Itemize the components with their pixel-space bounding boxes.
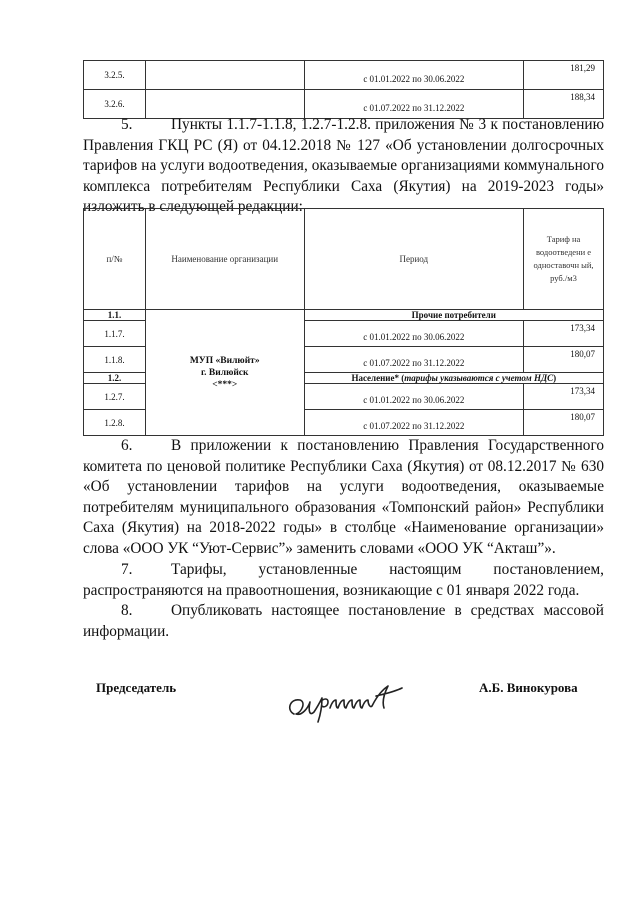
paragraph-number: 6. bbox=[121, 437, 133, 454]
row-number: 3.2.6. bbox=[84, 90, 146, 119]
tariff-table bbox=[83, 208, 604, 436]
paragraph-text: Тарифы, установленные настоящим постановлением, распространяются на правоотношения, возникающие с 01 января 2022 года. bbox=[83, 561, 604, 599]
tariff-cell bbox=[524, 410, 604, 436]
tariff-cell bbox=[524, 384, 604, 410]
row-number: 1.2.7. bbox=[84, 384, 146, 410]
section-label-italic: тарифы указываются с учетом НДС bbox=[404, 373, 554, 383]
org-mark: <***> bbox=[212, 379, 238, 390]
section-number: 1.1. bbox=[84, 310, 146, 321]
paragraph-text: В приложении к постановлению Правления Государственного комитета по ценовой политике Республики Саха (Якутия) от 08.12.2017 № 630 «Об установлении тарифов на услуги водоотведения, оказываемые потребителям муниципального образования «Томпонский район» Республики Саха (Якутия) на 2018-2022 годы» в столбце «Наименование организации» слова «ООО УК “Уют-Сервис”» заменить словами «ООО УК “Акташ”». bbox=[83, 437, 604, 557]
header-org: Наименование организации bbox=[145, 209, 304, 310]
handwritten-signature bbox=[280, 672, 420, 732]
period-cell: с 01.07.2022 по 31.12.2022 bbox=[304, 347, 523, 373]
tariff-value: 188,34 bbox=[570, 92, 595, 102]
paragraph-8 bbox=[83, 601, 604, 642]
paragraph-number: 5. bbox=[121, 116, 133, 133]
paragraph-number: 7. bbox=[121, 561, 133, 578]
paragraph-number: 8. bbox=[121, 602, 133, 619]
signatory-role: Председатель bbox=[96, 680, 177, 695]
section-label: Прочие потребители bbox=[304, 310, 603, 321]
paragraph-text: Опубликовать настоящее постановление в средствах массовой информации. bbox=[83, 602, 604, 640]
tariff-cell bbox=[524, 321, 604, 347]
tariff-cell bbox=[524, 347, 604, 373]
period-cell: с 01.01.2022 по 30.06.2022 bbox=[304, 384, 523, 410]
period-cell: с 01.07.2022 по 31.12.2022 bbox=[304, 90, 524, 119]
row-number: 1.2.8. bbox=[84, 410, 146, 436]
org-cell bbox=[145, 310, 304, 436]
header-tariff: Тариф на водоотведени е одноставочн ый, руб./м3 bbox=[524, 209, 604, 310]
table-header-row bbox=[84, 209, 604, 310]
tariff-value: 180,07 bbox=[570, 412, 595, 422]
section-label bbox=[304, 373, 603, 384]
section-label-part: ) bbox=[553, 373, 557, 383]
org-name: МУП «Вилюйт» bbox=[189, 355, 260, 366]
row-number: 3.2.5. bbox=[84, 61, 146, 90]
paragraph-text: Пункты 1.1.7-1.1.8, 1.2.7-1.2.8. приложения № 3 к постановлению Правления ГКЦ РС (Я) от 04.12.2018 № 127 «Об установлении долгосрочных тарифов на услуги водоотведения, оказываемые организациями коммунального комплекса потребителям Республики Саха (Якутия) на 2019-2023 годы» изложить в следующей редакции: bbox=[83, 116, 604, 216]
tariff-value: 181,29 bbox=[570, 63, 595, 73]
section-row bbox=[84, 310, 604, 321]
row-number: 1.1.8. bbox=[84, 347, 146, 373]
signatory-name: А.Б. Винокурова bbox=[479, 680, 578, 695]
period-cell: с 01.01.2022 по 30.06.2022 bbox=[304, 321, 523, 347]
tariff-value: 173,34 bbox=[570, 386, 595, 396]
tariff-cell bbox=[524, 61, 604, 90]
tariff-value: 180,07 bbox=[570, 349, 595, 359]
tariff-value: 173,34 bbox=[570, 323, 595, 333]
tariff-table-continuation bbox=[83, 60, 604, 119]
table-row bbox=[84, 61, 604, 90]
org-cell bbox=[145, 61, 304, 90]
paragraph-6 bbox=[83, 436, 604, 560]
paragraph-5 bbox=[83, 115, 604, 218]
section-label-part: Население* ( bbox=[351, 373, 405, 383]
paragraph-7 bbox=[83, 560, 604, 601]
header-period: Период bbox=[304, 209, 523, 310]
section-number: 1.2. bbox=[84, 373, 146, 384]
org-city: г. Вилюйск bbox=[200, 367, 249, 378]
period-cell: с 01.07.2022 по 31.12.2022 bbox=[304, 410, 523, 436]
row-number: 1.1.7. bbox=[84, 321, 146, 347]
period-cell: с 01.01.2022 по 30.06.2022 bbox=[304, 61, 524, 90]
header-num: п/№ bbox=[84, 209, 146, 310]
